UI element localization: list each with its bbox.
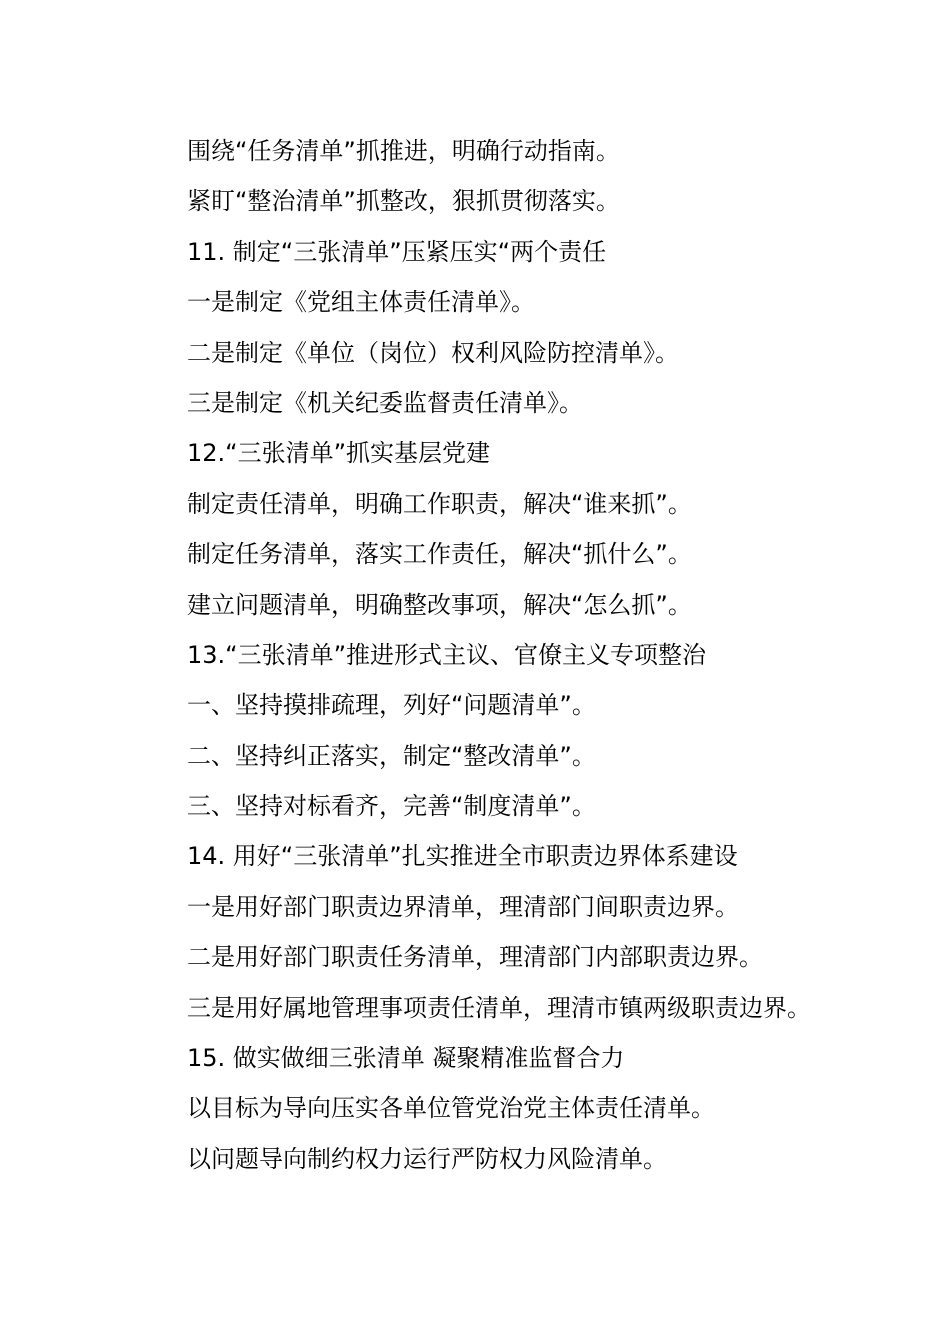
paragraph-line: 制定任务清单，落实工作责任，解决“抓什么”。 (187, 540, 692, 569)
section-heading-15: 15. 做实做细三张清单 凝聚精准监督合力 (187, 1044, 625, 1073)
section-heading-12: 12.“三张清单”抓实基层党建 (187, 439, 491, 468)
paragraph-line: 紧盯“整治清单”抓整改，狠抓贯彻落实。 (187, 187, 620, 216)
paragraph-line: 三、坚持对标看齐，完善“制度清单”。 (187, 792, 596, 821)
section-heading-11: 11. 制定“三张清单”压紧压实“两个责任 (187, 237, 607, 266)
document-body (145, 126, 825, 1184)
paragraph-line: 围绕“任务清单”抓推进，明确行动指南。 (187, 137, 620, 165)
paragraph-line: 二、坚持纠正落实，制定“整改清单”。 (187, 741, 596, 770)
paragraph-line: 二是用好部门职责任务清单，理清部门内部职责边界。 (187, 943, 763, 972)
paragraph-line: 一是用好部门职责边界清单，理清部门间职责边界。 (187, 892, 739, 921)
section-heading-13: 13.“三张清单”推进形式主议、官僚主义专项整治 (187, 640, 707, 669)
paragraph-line: 制定责任清单，明确工作职责，解决“谁来抓”。 (187, 489, 692, 518)
paragraph-line: 一是制定《党组主体责任清单》。 (187, 288, 535, 317)
section-heading-14: 14. 用好“三张清单”扎实推进全市职责边界体系建设 (187, 842, 738, 871)
paragraph-line: 建立问题清单，明确整改事项，解决“怎么抓”。 (187, 590, 692, 619)
paragraph-line: 一、坚持摸排疏理，列好“问题清单”。 (187, 691, 596, 720)
paragraph-line: 二是制定《单位（岗位）权利风险防控清单》。 (187, 338, 679, 367)
paragraph-line: 三是用好属地管理事项责任清单，理清市镇两级职责边界。 (187, 993, 811, 1022)
paragraph-line: 三是制定《机关纪委监督责任清单》。 (187, 388, 583, 417)
paragraph-line: 以问题导向制约权力运行严防权力风险清单。 (187, 1144, 667, 1173)
paragraph-line: 以目标为导向压实各单位管党治党主体责任清单。 (187, 1094, 715, 1123)
